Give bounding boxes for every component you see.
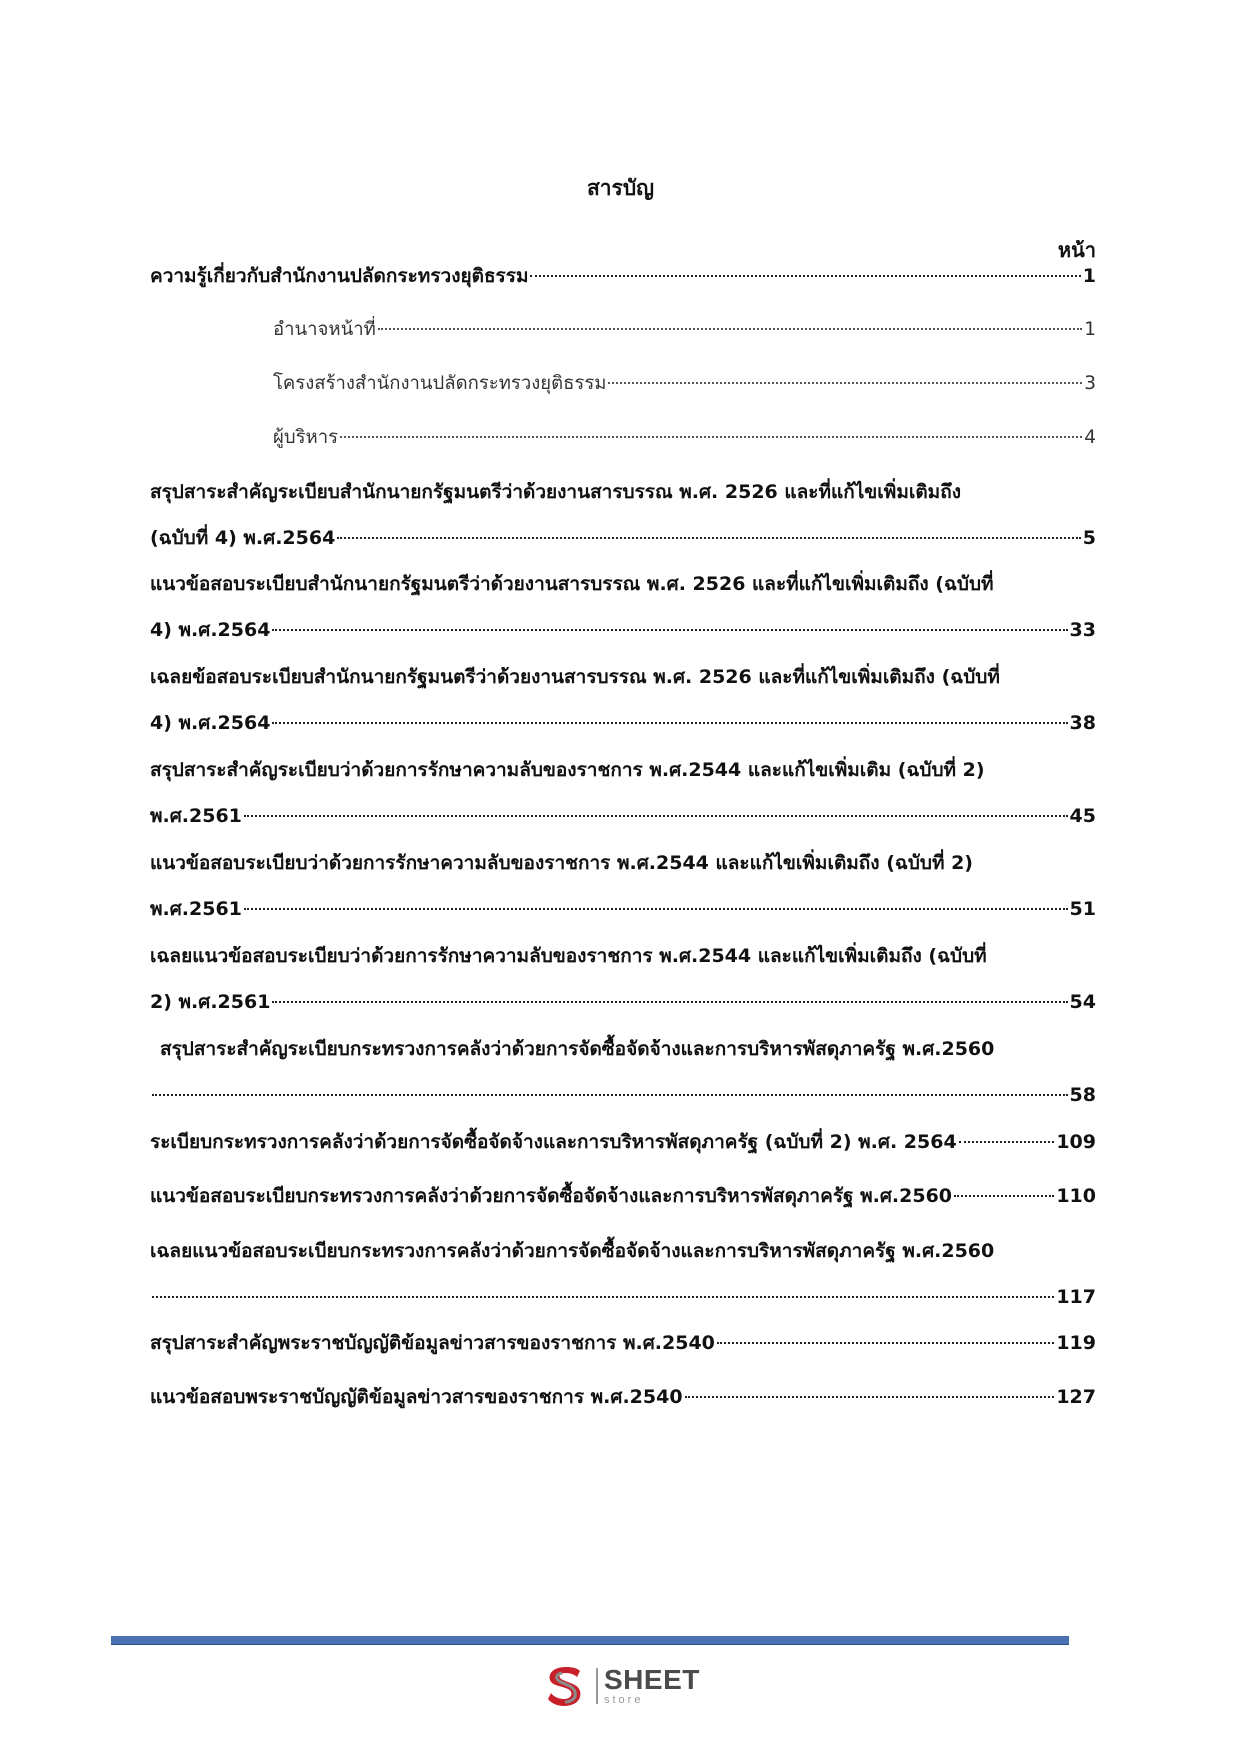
toc-entry-line [150, 1081, 1096, 1109]
toc-page-number: 45 [1069, 805, 1096, 827]
toc-leader-dots [244, 908, 1068, 910]
toc-entry-text: แนวข้อสอบพระราชบัญญัติข้อมูลข่าวสารของราชการ พ.ศ.2540 [150, 1386, 683, 1408]
toc-entry-line [150, 262, 1096, 290]
toc-leader-dots [340, 436, 1082, 438]
toc-entry-text: แนวข้อสอบระเบียบสำนักนายกรัฐมนตรีว่าด้วยงานสารบรรณ พ.ศ. 2526 และที่แก้ไขเพิ่มเติมถึง (ฉบับที่ [150, 573, 994, 595]
toc-page-number: 38 [1069, 712, 1096, 734]
toc-entry-text: แนวข้อสอบระเบียบว่าด้วยการรักษาความลับของราชการ พ.ศ.2544 และแก้ไขเพิ่มเติมถึง (ฉบับที่ 2) [150, 852, 973, 874]
toc-entry-text: เฉลยแนวข้อสอบระเบียบว่าด้วยการรักษาความลับของราชการ พ.ศ.2544 และแก้ไขเพิ่มเติมถึง (ฉบับที่ [150, 945, 987, 967]
toc-entry-text: สรุปสาระสำคัญระเบียบว่าด้วยการรักษาความลับของราชการ พ.ศ.2544 และแก้ไขเพิ่มเติม (ฉบับที่ 2) [150, 759, 985, 781]
toc-page-number: 109 [1056, 1131, 1096, 1153]
toc-leader-dots [152, 1296, 1054, 1298]
toc-leader-dots [272, 722, 1067, 724]
toc-entry-line [150, 942, 1096, 970]
toc-entry-line [273, 316, 1096, 344]
toc-entry-line [150, 616, 1096, 644]
toc-leader-dots [717, 1342, 1054, 1344]
toc-leader-dots [152, 1094, 1068, 1096]
toc-entry-line [150, 1283, 1096, 1311]
toc-entry-text: ระเบียบกระทรวงการคลังว่าด้วยการจัดซื้อจัดจ้างและการบริหารพัสดุภาครัฐ (ฉบับที่ 2) พ.ศ. 2564 [150, 1131, 957, 1153]
toc-leader-dots [337, 537, 1080, 539]
toc-page-number: 3 [1084, 373, 1096, 394]
toc-entry-line [150, 1237, 1096, 1265]
toc-entry-text: 4) พ.ศ.2564 [150, 712, 271, 734]
toc-entry-line [150, 1383, 1096, 1411]
page-column-label: หน้า [1057, 238, 1096, 262]
toc-entry-line [150, 1329, 1096, 1357]
toc-entry-line [150, 802, 1096, 830]
toc-entry-line [150, 663, 1096, 691]
toc-entry-line [273, 370, 1096, 398]
toc-leader-dots [272, 1001, 1067, 1003]
toc-entry-text: สรุปสาระสำคัญพระราชบัญญัติข้อมูลข่าวสารของราชการ พ.ศ.2540 [150, 1332, 715, 1354]
toc-entry-text: สรุปสาระสำคัญระเบียบสำนักนายกรัฐมนตรีว่าด้วยงานสารบรรณ พ.ศ. 2526 และที่แก้ไขเพิ่มเติมถึง [150, 481, 961, 503]
sheet-store-logo-icon [542, 1663, 590, 1709]
toc-entry-text: เฉลยข้อสอบระเบียบสำนักนายกรัฐมนตรีว่าด้วยงานสารบรรณ พ.ศ. 2526 และที่แก้ไขเพิ่มเติมถึง (ฉบับที่ [150, 666, 1000, 688]
toc-page-number: 5 [1082, 527, 1096, 549]
toc-entry-line [150, 988, 1096, 1016]
toc-entry-text: แนวข้อสอบระเบียบกระทรวงการคลังว่าด้วยการจัดซื้อจัดจ้างและการบริหารพัสดุภาครัฐ พ.ศ.2560 [150, 1185, 953, 1207]
toc-leader-dots [378, 328, 1082, 330]
toc-page-number: 110 [1056, 1185, 1096, 1207]
toc-entry-text: พ.ศ.2561 [150, 805, 242, 827]
toc-leader-dots [530, 275, 1080, 277]
toc-page-number: 4 [1084, 427, 1096, 448]
toc-leader-dots [954, 1195, 1054, 1197]
toc-entry-text: ความรู้เกี่ยวกับสำนักงานปลัดกระทรวงยุติธรรม [150, 265, 529, 287]
toc-page-number: 127 [1056, 1386, 1096, 1408]
toc-entry-text: สรุปสาระสำคัญระเบียบกระทรวงการคลังว่าด้วยการจัดซื้อจัดจ้างและการบริหารพัสดุภาครัฐ พ.ศ.2560 [160, 1038, 995, 1060]
logo-wordmark: SHEET [604, 1664, 700, 1695]
toc-entry-line [150, 895, 1096, 923]
toc-page-number: 58 [1069, 1084, 1096, 1106]
toc-entry-text: เฉลยแนวข้อสอบระเบียบกระทรวงการคลังว่าด้วยการจัดซื้อจัดจ้างและการบริหารพัสดุภาครัฐ พ.ศ.2560 [150, 1240, 995, 1262]
toc-entry-text: พ.ศ.2561 [150, 898, 242, 920]
toc-entry-line [160, 1035, 1096, 1063]
toc-entry-line [150, 1182, 1096, 1210]
toc-entry-line [150, 524, 1096, 552]
toc-page-number: 117 [1056, 1286, 1096, 1308]
page-title: สารบัญ [586, 176, 655, 200]
toc-entry-line [150, 709, 1096, 737]
toc-entry-text: ผู้บริหาร [273, 427, 339, 448]
footer-rule [111, 1636, 1069, 1645]
toc-entry-line [150, 1128, 1096, 1156]
toc-leader-dots [685, 1396, 1055, 1398]
toc-entry-line [150, 849, 1096, 877]
toc-entry-text: 2) พ.ศ.2561 [150, 991, 271, 1013]
toc-page-number: 119 [1056, 1332, 1096, 1354]
toc-entry-text: (ฉบับที่ 4) พ.ศ.2564 [150, 527, 336, 549]
toc-entry-text: โครงสร้างสำนักงานปลัดกระทรวงยุติธรรม [273, 373, 607, 394]
toc-entry-line [150, 570, 1096, 598]
toc-leader-dots [959, 1141, 1055, 1143]
toc-leader-dots [244, 815, 1068, 817]
logo-subtitle: store [604, 1694, 644, 1706]
footer-logo [542, 1663, 700, 1709]
toc-page-number: 51 [1069, 898, 1096, 920]
toc-leader-dots [608, 382, 1082, 384]
toc-page-number: 33 [1069, 619, 1096, 641]
logo-separator [596, 1668, 598, 1704]
toc-entry-text: 4) พ.ศ.2564 [150, 619, 271, 641]
toc-page-number: 54 [1069, 991, 1096, 1013]
toc-page-number: 1 [1084, 319, 1096, 340]
toc-leader-dots [272, 629, 1067, 631]
toc-entry-line [273, 424, 1096, 452]
toc-entry-text: อำนาจหน้าที่ [273, 319, 376, 340]
toc-entry-line [150, 478, 1096, 506]
toc-entry-line [150, 756, 1096, 784]
toc-page-number: 1 [1082, 265, 1096, 287]
